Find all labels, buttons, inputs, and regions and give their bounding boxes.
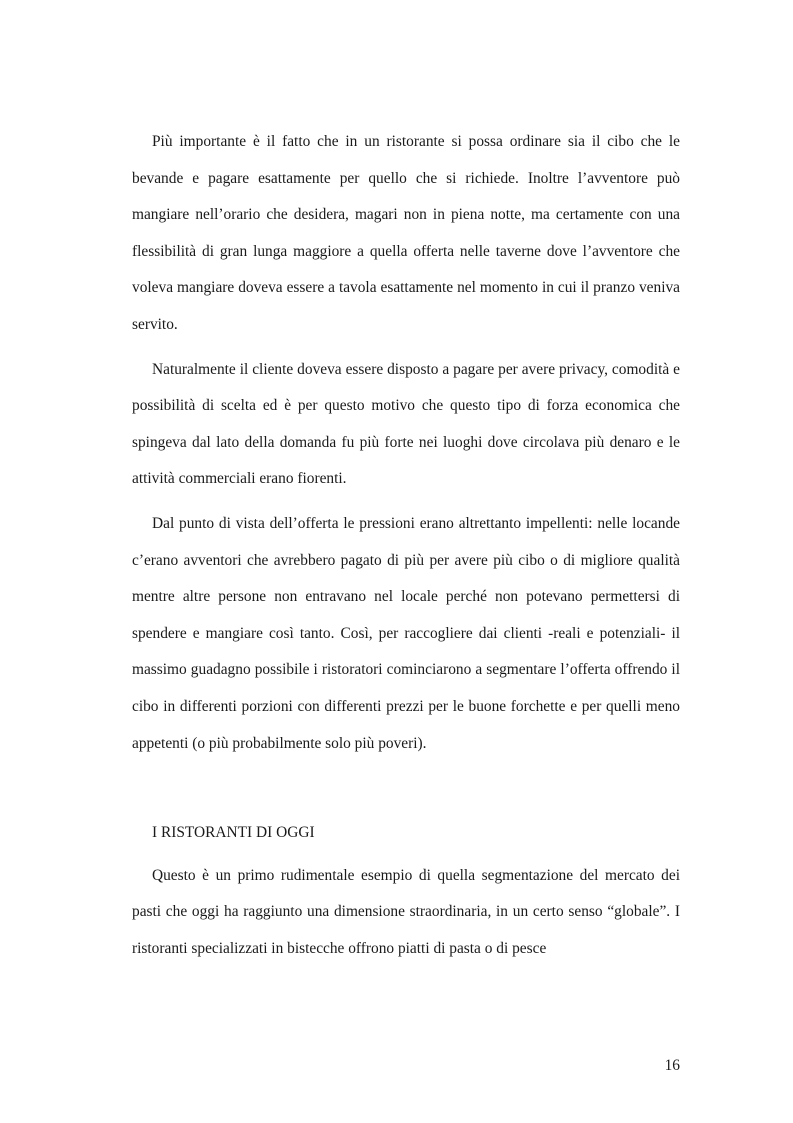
paragraph-supply-pressures: Dal punto di vista dell’offerta le pressioni erano altrettanto impellenti: nelle locande c’erano avventori che avrebbero pagato di più per avere più cibo o di migliore qualità mentre altre persone non entravano nel locale perché non potevano permettersi di spendere e mangiare così tanto. Così, per raccogliere dai clienti -reali e potenziali- il massimo guadagno possibile i ristoratori cominciarono a segmentare l’offerta offrendo il cibo in differenti porzioni con differenti prezzi per le buone forchette e per quelli meno appetenti (o più probabilmente solo più poveri).	[132, 514, 680, 752]
section-heading: I RISTORANTI DI OGGI	[152, 824, 315, 842]
paragraph-ordering-flexibility: Più importante è il fatto che in un ristorante si possa ordinare sia il cibo che le bevande e pagare esattamente per quello che si richiede. Inoltre l’avventore può mangiare nell’orario che desidera, magari non in piena notte, ma certamente con una flessibilità di gran lunga maggiore a quella offerta nelle taverne dove l’avventore che voleva mangiare doveva essere a tavola esattamente nel momento in cui il pranzo veniva servito.	[132, 133, 680, 333]
paragraph-market-segmentation: Questo è un primo rudimentale esempio di quella segmentazione del mercato dei pasti che oggi ha raggiunto una dimensione straordinaria, in un certo senso “globale”. I ristoranti specializzati in bistecche offrono piatti di pasta o di pesce	[132, 866, 680, 957]
paragraph-customer-demand: Naturalmente il cliente doveva essere disposto a pagare per avere privacy, comodità e possibilità di scelta ed è per questo motivo che questo tipo di forza economica che spingeva dal lato della domanda fu più forte nei luoghi dove circolava più denaro e le attività commerciali erano fiorenti.	[132, 360, 680, 488]
body-text	[132, 124, 680, 975]
page-number: 16	[664, 1057, 680, 1074]
